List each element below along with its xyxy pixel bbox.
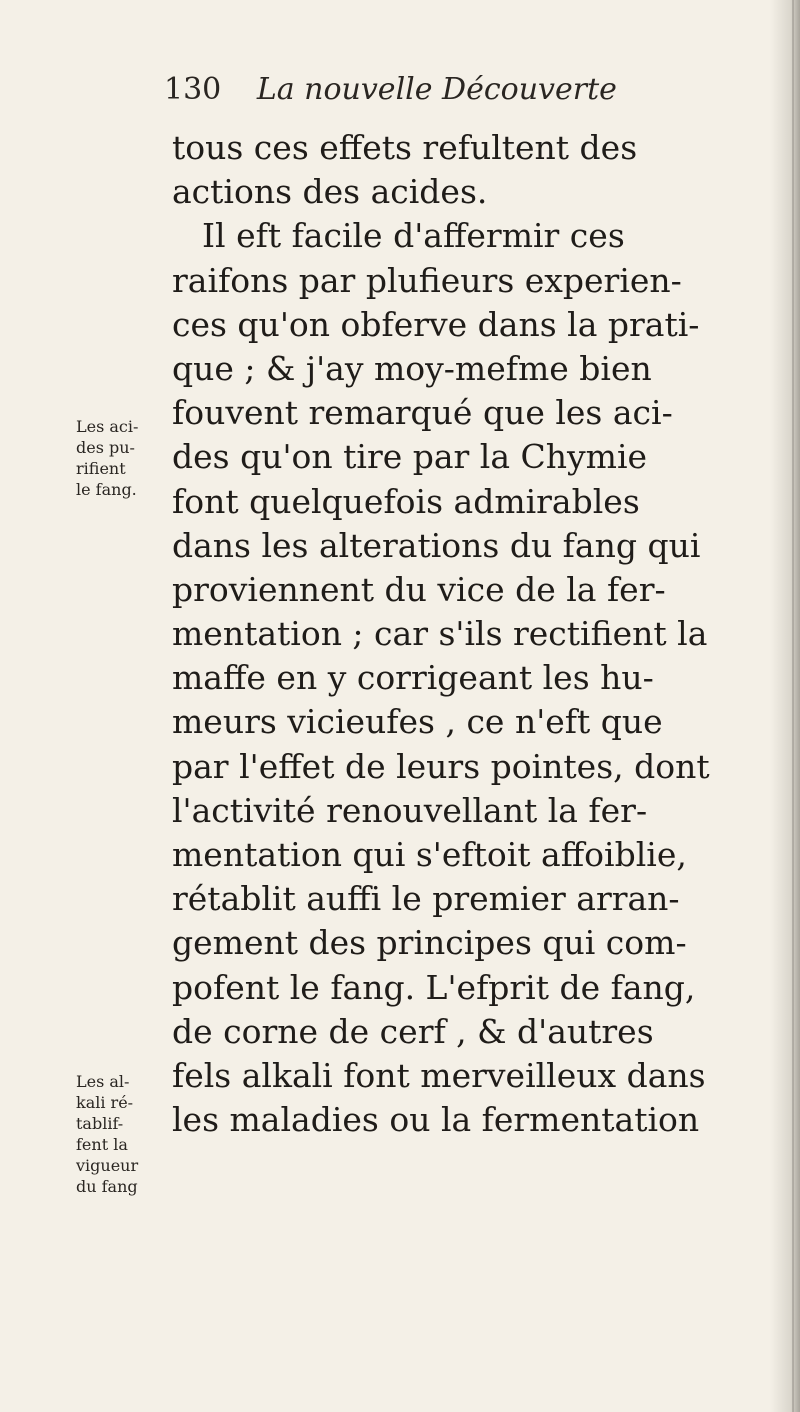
margin-note-line: du fang (76, 1177, 138, 1196)
margin-note-acids (76, 416, 168, 500)
running-title: La nouvelle Découverte (256, 72, 617, 107)
text-line: mentation qui s'eftoit affoiblie, (172, 835, 687, 874)
running-head (164, 72, 744, 107)
margin-note-line: Les al- (76, 1072, 130, 1091)
text-line: Il eft facile d'affermir ces (202, 216, 625, 256)
text-line: ces qu'on obferve dans la prati- (172, 304, 700, 344)
margin-note-line: le fang. (76, 480, 137, 499)
page-edge-line (792, 0, 794, 1412)
page-edge-shadow (770, 0, 800, 1412)
text-line: raifons par plufieurs experien- (172, 260, 682, 300)
text-line: font quelquefois admirables (172, 481, 640, 521)
text-line: maffe en y corrigeant les hu- (172, 658, 654, 698)
text-line: l'activité renouvellant la fer- (172, 790, 648, 830)
margin-note-line: rifient (76, 459, 126, 478)
text-line: actions des acides. (172, 172, 488, 212)
text-line: de corne de cerf , & d'autres (172, 1011, 654, 1051)
text-line: fouvent remarqué que les aci- (172, 393, 673, 433)
margin-note-line: kali ré- (76, 1093, 134, 1112)
page-number: 130 (164, 72, 222, 107)
margin-note-line: tablif- (76, 1114, 124, 1133)
text-line: gement des principes qui com- (172, 923, 687, 963)
text-line: meurs vicieufes , ce n'eft que (172, 702, 663, 742)
body-text (172, 126, 772, 1142)
margin-note-line: des pu- (76, 438, 135, 457)
text-line: les maladies ou la fermentation (172, 1100, 700, 1140)
text-line: fels alkali font merveilleux dans (172, 1055, 706, 1095)
text-line: des qu'on tire par la Chymie (172, 437, 648, 477)
text-line: rétablit auffi le premier arran- (172, 879, 680, 919)
margin-note-line: Les aci- (76, 417, 139, 436)
text-line: proviennent du vice de la fer- (172, 569, 666, 609)
text-line: tous ces effets refultent des (172, 128, 638, 167)
margin-note-line: vigueur (76, 1156, 139, 1175)
margin-note-line: fent la (76, 1135, 128, 1154)
margin-note-alkali (76, 1071, 168, 1197)
text-line: dans les alterations du fang qui (172, 525, 701, 565)
text-line: par l'effet de leurs pointes, dont (172, 746, 710, 786)
text-line: que ; & j'ay moy-mefme bien (172, 348, 652, 388)
text-line: pofent le fang. L'efprit de fang, (172, 967, 696, 1007)
text-line: mentation ; car s'ils rectifient la (172, 614, 708, 654)
